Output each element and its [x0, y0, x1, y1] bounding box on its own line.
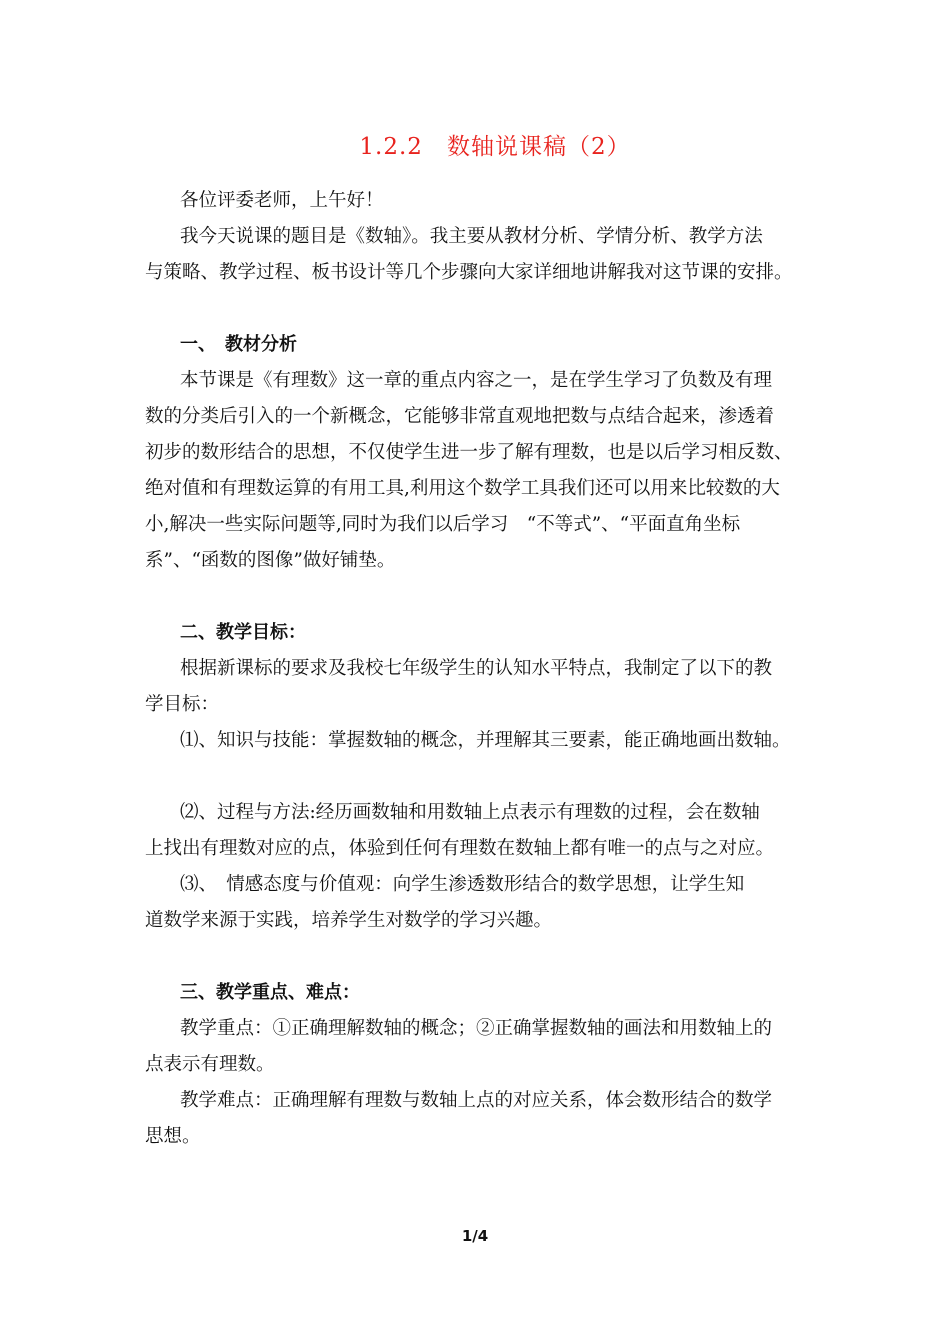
section-1-line: 系”、“函数的图像”做好铺垫。 — [145, 550, 396, 571]
section-2-line: 道数学来源于实践，培养学生对数学的学习兴趣。 — [145, 910, 553, 931]
section-3-line: 思想。 — [145, 1126, 201, 1147]
page-number: 1/4 — [461, 1227, 489, 1245]
section-2-line: ⑵、过程与方法:经历画数轴和用数轴上点表示有理数的过程，会在数轴 — [180, 802, 760, 823]
document-title: 1.2.2 数轴说课稿（2） — [359, 134, 631, 160]
intro-line-1: 我今天说课的题目是《数轴》。我主要从教材分析、学情分析、教学方法 — [180, 226, 763, 247]
section-2-line: 学目标： — [145, 694, 220, 715]
section-2-heading: 二、教学目标： — [180, 622, 306, 643]
section-1-heading: 一、 教材分析 — [180, 334, 297, 355]
section-1-line: 小,解决一些实际问题等,同时为我们以后学习 “不等式”、“平面直角坐标 — [145, 514, 741, 535]
section-1-line: 数的分类后引入的一个新概念，它能够非常直观地把数与点结合起来，渗透着 — [145, 406, 775, 427]
section-3-heading: 三、教学重点、难点： — [180, 982, 360, 1003]
section-2-line: ⑶、 情感态度与价值观：向学生渗透数形结合的数学思想，让学生知 — [180, 874, 745, 895]
section-3-line: 教学难点：正确理解有理数与数轴上点的对应关系，体会数形结合的数学 — [180, 1090, 773, 1111]
section-2-line: ⑴、知识与技能：掌握数轴的概念，并理解其三要素，能正确地画出数轴。 — [180, 730, 791, 751]
section-1-line: 本节课是《有理数》这一章的重点内容之一，是在学生学习了负数及有理 — [180, 370, 773, 391]
section-2-line: 根据新课标的要求及我校七年级学生的认知水平特点，我制定了以下的教 — [180, 658, 773, 679]
intro-line-2: 与策略、教学过程、板书设计等几个步骤向大家详细地讲解我对这节课的安排。 — [145, 262, 793, 283]
section-3-line: 教学重点：①正确理解数轴的概念；②正确掌握数轴的画法和用数轴上的 — [180, 1018, 773, 1039]
section-1-line: 初步的数形结合的思想，不仅使学生进一步了解有理数，也是以后学习相反数、 — [145, 442, 793, 463]
greeting: 各位评委老师，上午好！ — [180, 190, 384, 211]
section-1-line: 绝对值和有理数运算的有用工具,利用这个数学工具我们还可以用来比较数的大 — [145, 478, 780, 499]
section-2-line: 上找出有理数对应的点，体验到任何有理数在数轴上都有唯一的点与之对应。 — [145, 838, 775, 859]
section-3-line: 点表示有理数。 — [145, 1054, 275, 1075]
